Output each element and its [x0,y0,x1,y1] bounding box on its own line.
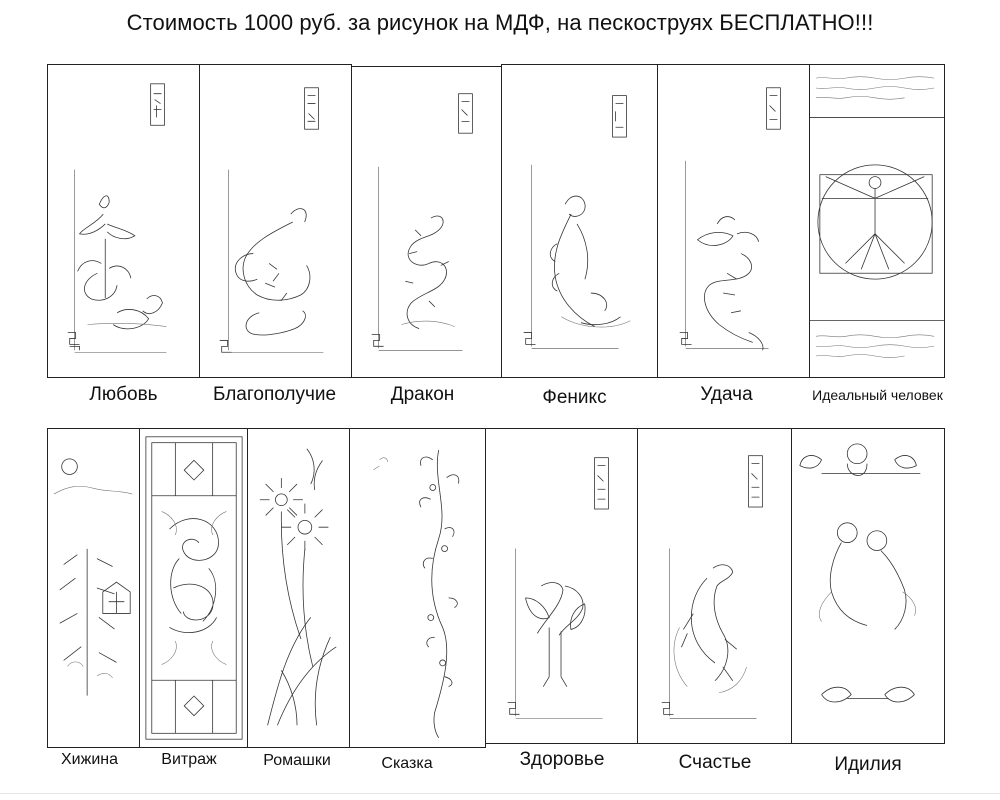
design-panel-drakon[interactable] [351,66,502,378]
design-panel-vitrazh[interactable] [139,428,249,748]
caption-idealnyi-chelovek: Идеальный человек [812,387,943,403]
cranes-drawing [486,429,638,743]
hut-bamboo-drawing [48,429,139,747]
caption-skazka: Сказка [381,755,433,772]
caption-vitrazh: Витраж [161,751,217,768]
caption-blagopoluchie: Благополучие [212,384,337,405]
koi-fish-drawing [658,65,809,377]
caption-romashki: Ромашки [263,752,331,769]
design-panel-blagopoluchie[interactable] [199,64,352,378]
caption-zdorovye: Здоровье [519,749,605,770]
cherubs-drawing [792,429,944,743]
page-headline: Стоимость 1000 руб. за рисунок на МДФ, на пескоструях БЕСПЛАТНО!!! [126,10,874,35]
vitruvian-man-drawing [810,65,944,377]
design-panel-lubov[interactable] [47,64,200,378]
design-panel-skazka[interactable] [349,428,486,748]
caption-khizhina: Хижина [61,751,118,768]
tiger-drawing [200,65,351,377]
design-panel-khizhina[interactable] [47,428,140,748]
caption-idiliya: Идилия [834,754,902,775]
design-panel-schastye[interactable] [637,428,793,744]
daisies-drawing [248,429,349,747]
design-panel-zdorovye[interactable] [485,428,639,744]
phoenix-drawing [502,65,657,377]
caption-feniks: Феникс [542,387,607,408]
caption-drakon: Дракон [390,384,455,405]
dragon-drawing [352,67,501,377]
design-panel-feniks[interactable] [501,64,658,378]
caption-schastye: Счастье [678,752,752,773]
design-panel-idealnyi-chelovek[interactable] [809,64,945,378]
design-panel-udacha[interactable] [657,64,810,378]
lotus-duck-drawing [48,65,199,377]
caption-udacha: Удача [700,384,753,405]
page-bottom-rule [0,793,1000,794]
stained-glass-drawing [140,429,248,747]
caption-lubov: Любовь [89,384,158,405]
horse-drawing [638,429,792,743]
design-panel-idiliya[interactable] [791,428,945,744]
design-panel-romashki[interactable] [247,428,350,748]
vine-drawing [350,429,485,747]
